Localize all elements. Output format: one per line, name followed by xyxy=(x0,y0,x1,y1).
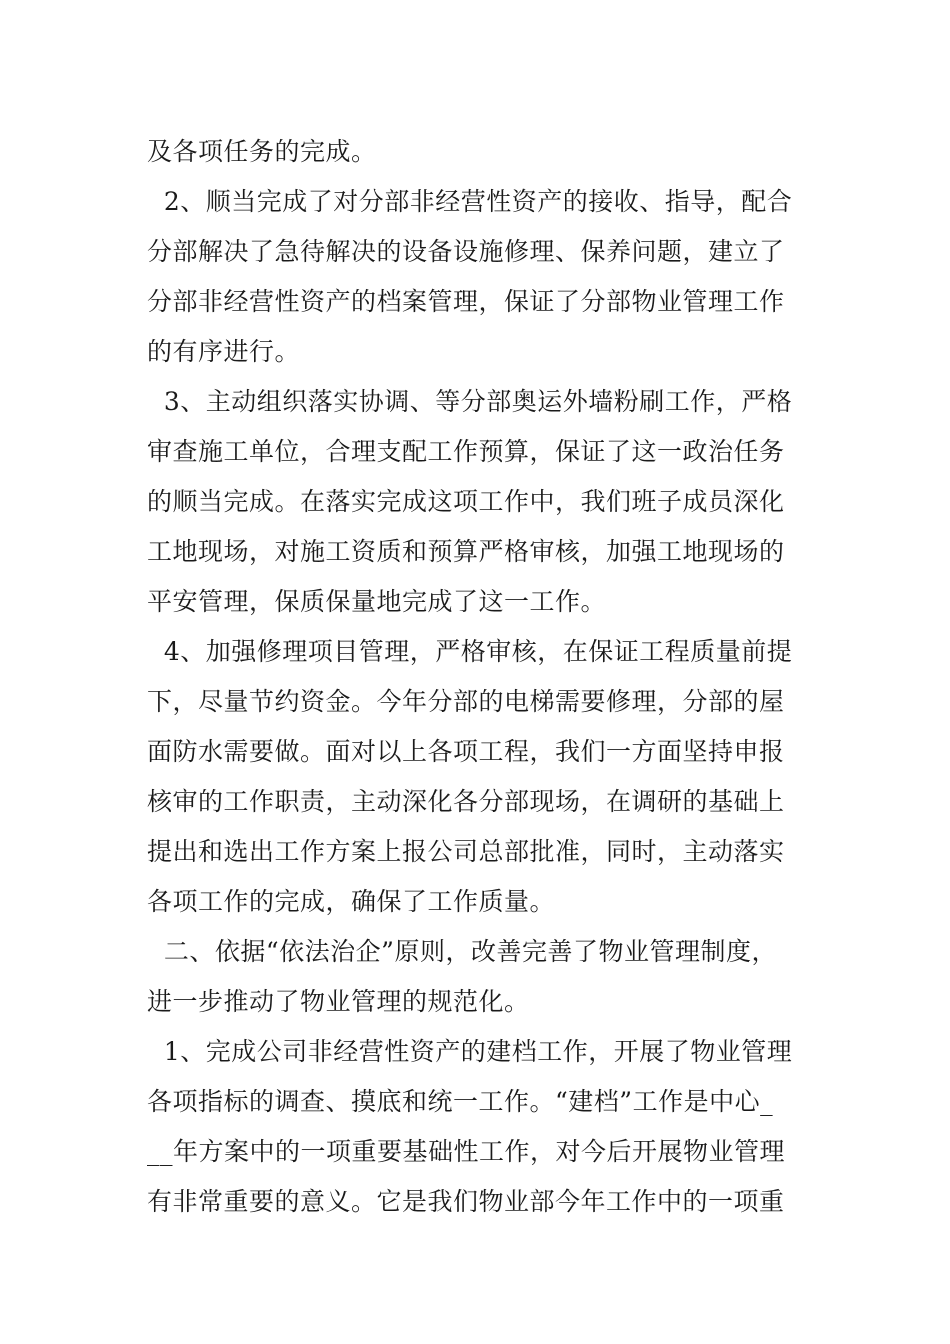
text-line: 核审的工作职责，主动深化各分部现场，在调研的基础上 xyxy=(147,787,785,816)
text-line: 及各项任务的完成。 xyxy=(147,137,377,166)
text-line: __年方案中的一项重要基础性工作，对今后开展物业管理 xyxy=(147,1137,786,1166)
text-line: 分部非经营性资产的档案管理，保证了分部物业管理工作 xyxy=(147,287,785,316)
text-line: 3、主动组织落实协调、等分部奥运外墙粉刷工作，严格 xyxy=(147,387,793,416)
text-line: 提出和选出工作方案上报公司总部批准，同时，主动落实 xyxy=(147,837,785,866)
text-line: 审查施工单位，合理支配工作预算，保证了这一政治任务 xyxy=(147,437,785,466)
text-line: 各项指标的调查、摸底和统一工作。“建档”工作是中心_ xyxy=(147,1087,774,1116)
text-line: 面防水需要做。面对以上各项工程，我们一方面坚持申报 xyxy=(147,737,785,766)
text-line: 平安管理，保质保量地完成了这一工作。 xyxy=(147,587,607,616)
text-line: 的有序进行。 xyxy=(147,337,301,366)
text-line: 进一步推动了物业管理的规范化。 xyxy=(147,987,530,1016)
text-line: 的顺当完成。在落实完成这项工作中，我们班子成员深化 xyxy=(147,487,785,516)
text-line: 有非常重要的意义。它是我们物业部今年工作中的一项重 xyxy=(147,1187,785,1216)
text-line: 4、加强修理项目管理，严格审核，在保证工程质量前提 xyxy=(147,637,793,666)
text-line: 工地现场，对施工资质和预算严格审核，加强工地现场的 xyxy=(147,537,785,566)
text-line: 二、依据“依法治企”原则，改善完善了物业管理制度， xyxy=(147,937,777,966)
text-line: 2、顺当完成了对分部非经营性资产的接收、指导，配合 xyxy=(147,187,793,216)
text-line: 1、完成公司非经营性资产的建档工作，开展了物业管理 xyxy=(147,1037,793,1066)
text-line: 分部解决了急待解决的设备设施修理、保养问题，建立了 xyxy=(147,237,785,266)
text-line: 下，尽量节约资金。今年分部的电梯需要修理，分部的屋 xyxy=(147,687,785,716)
text-line: 各项工作的完成，确保了工作质量。 xyxy=(147,887,556,916)
